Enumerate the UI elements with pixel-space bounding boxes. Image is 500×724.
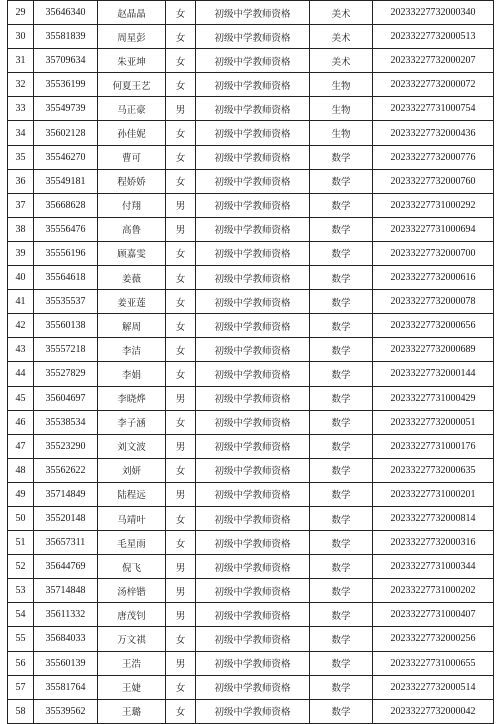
candidate-name-cell: 万文祺 [98,627,166,651]
subject-cell: 数学 [310,482,373,506]
gender-cell: 男 [166,482,196,506]
certificate-number-cell: 20233227732000042 [373,699,494,723]
certificate-number-cell: 20233227731000407 [373,603,494,627]
table-row [8,386,494,410]
certificate-number-cell: 20233227732000436 [373,121,494,145]
candidate-id-cell: 35646340 [34,1,98,25]
row-number-cell: 46 [8,410,34,434]
gender-cell: 女 [166,241,196,265]
row-number-cell: 55 [8,627,34,651]
row-number-cell: 29 [8,1,34,25]
subject-cell: 美术 [310,25,373,49]
subject-cell: 数学 [310,651,373,675]
row-number-cell: 36 [8,169,34,193]
candidate-name-cell: 赵晶晶 [98,1,166,25]
certificate-number-cell: 20233227731000754 [373,97,494,121]
table-row [8,25,494,49]
qualification-cell: 初级中学教师资格 [196,121,310,145]
row-number-cell: 58 [8,699,34,723]
gender-cell: 男 [166,603,196,627]
subject-cell: 生物 [310,121,373,145]
table-row [8,1,494,25]
subject-cell: 生物 [310,97,373,121]
qualification-cell: 初级中学教师资格 [196,627,310,651]
subject-cell: 数学 [310,169,373,193]
qualification-cell: 初级中学教师资格 [196,217,310,241]
qualification-cell: 初级中学教师资格 [196,193,310,217]
qualification-cell: 初级中学教师资格 [196,49,310,73]
candidate-name-cell: 孙佳妮 [98,121,166,145]
row-number-cell: 47 [8,434,34,458]
subject-cell: 数学 [310,290,373,314]
row-number-cell: 42 [8,314,34,338]
candidate-id-cell: 35564618 [34,266,98,290]
qualification-cell: 初级中学教师资格 [196,386,310,410]
table-row [8,241,494,265]
row-number-cell: 50 [8,506,34,530]
candidate-id-cell: 35520148 [34,506,98,530]
qualification-cell: 初级中学教师资格 [196,25,310,49]
row-number-cell: 52 [8,555,34,579]
certificate-number-cell: 20233227732000256 [373,627,494,651]
subject-cell: 数学 [310,531,373,555]
certificate-number-cell: 20233227732000207 [373,49,494,73]
candidate-id-cell: 35714849 [34,482,98,506]
table-row [8,49,494,73]
candidate-id-cell: 35527829 [34,362,98,386]
table-row [8,531,494,555]
qualification-cell: 初级中学教师资格 [196,145,310,169]
certificate-number-cell: 20233227732000776 [373,145,494,169]
table-row [8,651,494,675]
qualification-cell: 初级中学教师资格 [196,169,310,193]
gender-cell: 女 [166,410,196,434]
certificate-number-cell: 20233227732000144 [373,362,494,386]
candidate-name-cell: 唐茂钊 [98,603,166,627]
certificate-number-cell: 20233227732000340 [373,1,494,25]
candidate-name-cell: 朱亚坤 [98,49,166,73]
candidate-name-cell: 高鲁 [98,217,166,241]
table-row [8,410,494,434]
qualification-cell: 初级中学教师资格 [196,1,310,25]
qualification-cell: 初级中学教师资格 [196,458,310,482]
candidate-name-cell: 刘文波 [98,434,166,458]
gender-cell: 男 [166,651,196,675]
table-row [8,579,494,603]
candidate-id-cell: 35560138 [34,314,98,338]
candidate-name-cell: 解周 [98,314,166,338]
qualification-cell: 初级中学教师资格 [196,651,310,675]
candidate-id-cell: 35709634 [34,49,98,73]
roster-body [8,1,494,724]
row-number-cell: 45 [8,386,34,410]
candidate-id-cell: 35657311 [34,531,98,555]
candidate-name-cell: 汤梓锴 [98,579,166,603]
qualification-cell: 初级中学教师资格 [196,482,310,506]
table-row [8,338,494,362]
gender-cell: 女 [166,699,196,723]
candidate-id-cell: 35668628 [34,193,98,217]
candidate-id-cell: 35611332 [34,603,98,627]
certificate-number-cell: 20233227732000513 [373,25,494,49]
table-row [8,555,494,579]
candidate-id-cell: 35581764 [34,675,98,699]
subject-cell: 数学 [310,627,373,651]
candidate-name-cell: 李娟 [98,362,166,386]
table-row [8,145,494,169]
certificate-number-cell: 20233227732000700 [373,241,494,265]
qualification-cell: 初级中学教师资格 [196,603,310,627]
candidate-name-cell: 付翔 [98,193,166,217]
table-row [8,290,494,314]
subject-cell: 美术 [310,1,373,25]
candidate-id-cell: 35535537 [34,290,98,314]
gender-cell: 女 [166,121,196,145]
roster-table [7,0,494,724]
subject-cell: 数学 [310,675,373,699]
certificate-number-cell: 20233227731000655 [373,651,494,675]
candidate-id-cell: 35556196 [34,241,98,265]
candidate-id-cell: 35562622 [34,458,98,482]
candidate-id-cell: 35556476 [34,217,98,241]
certificate-number-cell: 20233227731000344 [373,555,494,579]
row-number-cell: 38 [8,217,34,241]
qualification-cell: 初级中学教师资格 [196,531,310,555]
certificate-number-cell: 20233227732000514 [373,675,494,699]
candidate-id-cell: 35684033 [34,627,98,651]
qualification-cell: 初级中学教师资格 [196,506,310,530]
row-number-cell: 30 [8,25,34,49]
row-number-cell: 53 [8,579,34,603]
candidate-id-cell: 35549739 [34,97,98,121]
gender-cell: 女 [166,169,196,193]
qualification-cell: 初级中学教师资格 [196,434,310,458]
qualification-cell: 初级中学教师资格 [196,699,310,723]
table-row [8,458,494,482]
table-row [8,121,494,145]
candidate-name-cell: 陆程远 [98,482,166,506]
row-number-cell: 40 [8,266,34,290]
row-number-cell: 43 [8,338,34,362]
qualification-cell: 初级中学教师资格 [196,410,310,434]
candidate-name-cell: 曹可 [98,145,166,169]
certificate-number-cell: 20233227732000078 [373,290,494,314]
certificate-number-cell: 20233227732000760 [373,169,494,193]
candidate-id-cell: 35560139 [34,651,98,675]
gender-cell: 女 [166,266,196,290]
qualification-cell: 初级中学教师资格 [196,675,310,699]
table-row [8,362,494,386]
row-number-cell: 32 [8,73,34,97]
table-row [8,434,494,458]
subject-cell: 数学 [310,217,373,241]
candidate-name-cell: 马正豪 [98,97,166,121]
gender-cell: 男 [166,579,196,603]
candidate-name-cell: 程娇娇 [98,169,166,193]
candidate-id-cell: 35604697 [34,386,98,410]
gender-cell: 男 [166,217,196,241]
subject-cell: 数学 [310,434,373,458]
candidate-name-cell: 李晓烨 [98,386,166,410]
qualification-cell: 初级中学教师资格 [196,73,310,97]
subject-cell: 数学 [310,410,373,434]
certificate-number-cell: 20233227731000176 [373,434,494,458]
gender-cell: 女 [166,458,196,482]
table-row [8,699,494,723]
gender-cell: 女 [166,506,196,530]
certificate-number-cell: 20233227732000316 [373,531,494,555]
subject-cell: 数学 [310,241,373,265]
subject-cell: 数学 [310,386,373,410]
certificate-number-cell: 20233227732000635 [373,458,494,482]
candidate-name-cell: 李子涵 [98,410,166,434]
certificate-number-cell: 20233227731000201 [373,482,494,506]
table-row [8,603,494,627]
subject-cell: 数学 [310,314,373,338]
table-row [8,97,494,121]
candidate-id-cell: 35538534 [34,410,98,434]
qualification-cell: 初级中学教师资格 [196,97,310,121]
subject-cell: 生物 [310,73,373,97]
gender-cell: 男 [166,193,196,217]
qualification-cell: 初级中学教师资格 [196,266,310,290]
subject-cell: 数学 [310,506,373,530]
candidate-name-cell: 刘妍 [98,458,166,482]
gender-cell: 女 [166,49,196,73]
row-number-cell: 49 [8,482,34,506]
candidate-name-cell: 王璐 [98,699,166,723]
candidate-name-cell: 顾嘉雯 [98,241,166,265]
row-number-cell: 57 [8,675,34,699]
certificate-number-cell: 20233227732000072 [373,73,494,97]
row-number-cell: 35 [8,145,34,169]
candidate-name-cell: 李洁 [98,338,166,362]
candidate-id-cell: 35536199 [34,73,98,97]
candidate-name-cell: 何夏王艺 [98,73,166,97]
subject-cell: 数学 [310,338,373,362]
gender-cell: 女 [166,531,196,555]
qualification-cell: 初级中学教师资格 [196,338,310,362]
subject-cell: 数学 [310,603,373,627]
qualification-cell: 初级中学教师资格 [196,362,310,386]
gender-cell: 女 [166,145,196,169]
table-row [8,266,494,290]
subject-cell: 数学 [310,699,373,723]
qualification-cell: 初级中学教师资格 [196,241,310,265]
row-number-cell: 41 [8,290,34,314]
subject-cell: 数学 [310,579,373,603]
gender-cell: 男 [166,386,196,410]
certificate-number-cell: 20233227732000051 [373,410,494,434]
table-row [8,73,494,97]
row-number-cell: 39 [8,241,34,265]
table-row [8,314,494,338]
row-number-cell: 44 [8,362,34,386]
candidate-id-cell: 35523290 [34,434,98,458]
gender-cell: 女 [166,1,196,25]
candidate-id-cell: 35714848 [34,579,98,603]
gender-cell: 女 [166,675,196,699]
gender-cell: 女 [166,627,196,651]
qualification-cell: 初级中学教师资格 [196,314,310,338]
candidate-id-cell: 35539562 [34,699,98,723]
certificate-number-cell: 20233227732000814 [373,506,494,530]
table-row [8,627,494,651]
row-number-cell: 48 [8,458,34,482]
candidate-id-cell: 35557218 [34,338,98,362]
subject-cell: 数学 [310,193,373,217]
subject-cell: 数学 [310,362,373,386]
certificate-number-cell: 20233227731000202 [373,579,494,603]
certificate-number-cell: 20233227731000429 [373,386,494,410]
row-number-cell: 31 [8,49,34,73]
candidate-id-cell: 35549181 [34,169,98,193]
subject-cell: 数学 [310,266,373,290]
candidate-id-cell: 35581839 [34,25,98,49]
qualification-cell: 初级中学教师资格 [196,555,310,579]
gender-cell: 女 [166,73,196,97]
table-row [8,506,494,530]
table-row [8,217,494,241]
subject-cell: 数学 [310,458,373,482]
table-row [8,482,494,506]
candidate-id-cell: 35602128 [34,121,98,145]
candidate-name-cell: 马靖叶 [98,506,166,530]
gender-cell: 女 [166,338,196,362]
candidate-name-cell: 王婕 [98,675,166,699]
candidate-name-cell: 王浩 [98,651,166,675]
row-number-cell: 51 [8,531,34,555]
row-number-cell: 54 [8,603,34,627]
candidate-name-cell: 倪飞 [98,555,166,579]
qualification-cell: 初级中学教师资格 [196,579,310,603]
certificate-number-cell: 20233227732000689 [373,338,494,362]
gender-cell: 男 [166,97,196,121]
candidate-name-cell: 姜亚莲 [98,290,166,314]
candidate-name-cell: 毛星雨 [98,531,166,555]
candidate-id-cell: 35546270 [34,145,98,169]
certificate-number-cell: 20233227731000292 [373,193,494,217]
gender-cell: 男 [166,555,196,579]
qualification-cell: 初级中学教师资格 [196,290,310,314]
candidate-id-cell: 35644769 [34,555,98,579]
certificate-number-cell: 20233227732000656 [373,314,494,338]
certificate-number-cell: 20233227732000616 [373,266,494,290]
table-row [8,675,494,699]
table-row [8,193,494,217]
row-number-cell: 56 [8,651,34,675]
subject-cell: 美术 [310,49,373,73]
row-number-cell: 33 [8,97,34,121]
subject-cell: 数学 [310,145,373,169]
gender-cell: 女 [166,314,196,338]
table-row [8,169,494,193]
row-number-cell: 37 [8,193,34,217]
candidate-name-cell: 周星彭 [98,25,166,49]
subject-cell: 数学 [310,555,373,579]
candidate-name-cell: 姜薇 [98,266,166,290]
gender-cell: 男 [166,434,196,458]
gender-cell: 女 [166,362,196,386]
gender-cell: 女 [166,290,196,314]
certificate-number-cell: 20233227731000694 [373,217,494,241]
row-number-cell: 34 [8,121,34,145]
gender-cell: 女 [166,25,196,49]
